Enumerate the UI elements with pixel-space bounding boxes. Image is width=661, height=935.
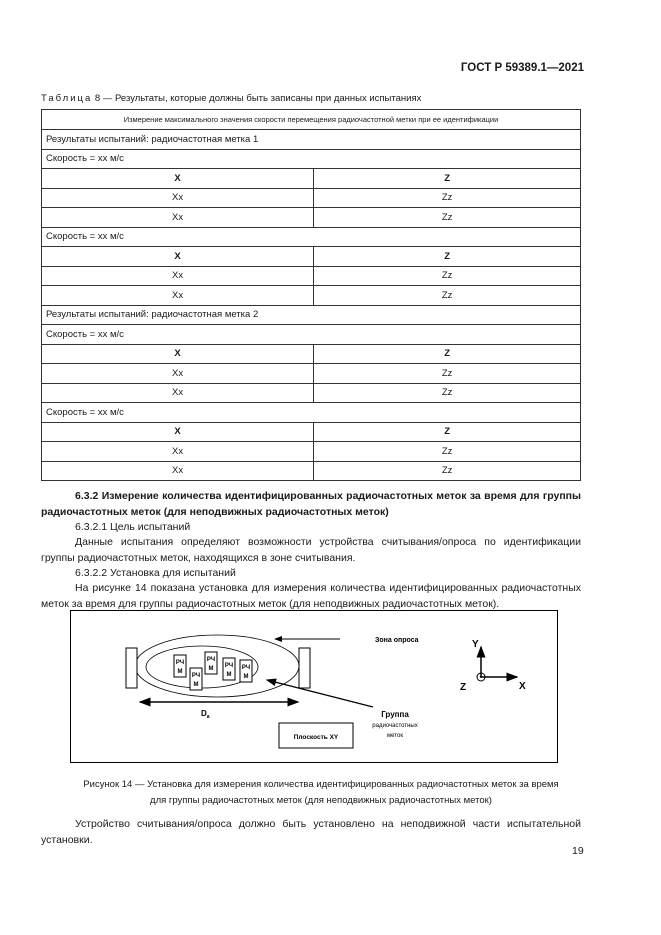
- cell-z: Zz: [314, 461, 581, 481]
- speed-row: Скорость = хх м/с: [42, 325, 581, 345]
- speed-row: Скорость = хх м/с: [42, 403, 581, 423]
- cell-z: Zz: [314, 266, 581, 286]
- tag-label: РЧ: [191, 673, 201, 679]
- tag-label: РЧ: [224, 663, 234, 669]
- axis-y-label: Y: [472, 639, 479, 650]
- cell-z: Zz: [314, 383, 581, 403]
- paragraph: Устройство считывания/опроса должно быть установлено на неподвижной части испытательной установки.: [41, 818, 581, 846]
- column-header-x: X: [42, 247, 314, 267]
- column-header-x: X: [42, 344, 314, 364]
- caption-line: для группы радиочастотных меток (для неподвижных радиочастотных меток): [150, 795, 492, 806]
- table-row: [42, 325, 581, 345]
- cell-x: Xx: [42, 286, 314, 306]
- antenna-left: [126, 648, 137, 688]
- cell-x: Xx: [42, 266, 314, 286]
- tag-label: РЧ: [175, 660, 185, 666]
- tag-label: РЧ: [206, 657, 216, 663]
- group-label-2: радиочастотных: [372, 723, 418, 729]
- tag-label: М: [208, 666, 214, 672]
- plane-label: Плоскость XY: [293, 734, 339, 741]
- group-label: Группа: [381, 710, 409, 719]
- rfid-tag: [240, 660, 252, 682]
- cell-z: Zz: [314, 442, 581, 462]
- column-header-x: X: [42, 169, 314, 189]
- table-row: [42, 247, 581, 267]
- table-row: [42, 305, 581, 325]
- cell-z: Zz: [314, 188, 581, 208]
- document-header: ГОСТ Р 59389.1—2021: [460, 62, 584, 74]
- tag-label: РЧ: [241, 665, 251, 671]
- result-header: Результаты испытаний: радиочастотная метка 1: [42, 130, 581, 150]
- cell-x: Xx: [42, 208, 314, 228]
- cell-x: Xx: [42, 383, 314, 403]
- rfid-tag: [190, 668, 202, 690]
- axis-x-label: X: [519, 681, 526, 692]
- cell-z: Zz: [314, 286, 581, 306]
- results-table: [41, 109, 581, 481]
- paragraph: Данные испытания определяют возможности устройства считывания/опроса по идентификации группы радиочастотных меток, находящихся в зоне считывания.: [41, 536, 581, 564]
- table-caption: [41, 93, 421, 104]
- table-row: [42, 403, 581, 423]
- tag-label: М: [177, 669, 183, 675]
- table-row: [42, 422, 581, 442]
- table-row: [42, 266, 581, 286]
- table-row: [42, 208, 581, 228]
- table-row: [42, 286, 581, 306]
- table-row: [42, 364, 581, 384]
- cell-x: Xx: [42, 188, 314, 208]
- rfid-tag: [174, 655, 186, 677]
- table-row: [42, 344, 581, 364]
- cell-x: Xx: [42, 461, 314, 481]
- tag-label: М: [193, 682, 199, 688]
- cell-x: Xx: [42, 364, 314, 384]
- table-row: [42, 227, 581, 247]
- subsection-heading: 6.3.2.2 Установка для испытаний: [75, 567, 236, 579]
- table-title: Измерение максимального значения скорости перемещения радиочастотной метки при ее идентификации: [42, 110, 581, 130]
- group-label-3: меток: [387, 733, 403, 739]
- table-row: [42, 130, 581, 150]
- paragraph: На рисунке 14 показана установка для измерения количества идентифицированных радиочастотных меток за время для группы радиочастотных меток (для неподвижных радиочастотных меток).: [41, 582, 581, 610]
- column-header-x: X: [42, 422, 314, 442]
- caption-line: Рисунок 14 — Установка для измерения количества идентифицированных радиочастотных меток за время: [83, 779, 559, 790]
- table-row: [42, 442, 581, 462]
- cell-x: Xx: [42, 442, 314, 462]
- table-row: [42, 383, 581, 403]
- distance-label: $D_a$: [201, 709, 210, 720]
- tag-label: М: [243, 674, 249, 680]
- speed-row: Скорость = хх м/с: [42, 149, 581, 169]
- figure-caption: [41, 777, 601, 809]
- table-row: [42, 110, 581, 130]
- column-header-z: Z: [314, 169, 581, 189]
- subsection-heading: 6.3.2.1 Цель испытаний: [75, 521, 191, 533]
- column-header-z: Z: [314, 247, 581, 267]
- cell-z: Zz: [314, 364, 581, 384]
- rfid-tag: [205, 652, 217, 674]
- cell-z: Zz: [314, 208, 581, 228]
- axis-z-label: Z: [460, 682, 467, 693]
- table-label: Таблица: [41, 93, 93, 104]
- result-header: Результаты испытаний: радиочастотная метка 2: [42, 305, 581, 325]
- zone-label: Зона опроса: [375, 637, 419, 644]
- table-caption-text: 8 — Результаты, которые должны быть записаны при данных испытаниях: [92, 93, 422, 104]
- section-heading: 6.3.2 Измерение количества идентифицированных радиочастотных меток за время для группы радиочастотных меток (для неподвижных радиочастотных меток): [41, 490, 581, 518]
- tag-label: М: [226, 672, 232, 678]
- column-header-z: Z: [314, 422, 581, 442]
- page-number: 19: [572, 845, 584, 857]
- speed-row: Скорость = хх м/с: [42, 227, 581, 247]
- antenna-right: [299, 648, 310, 688]
- table-row: [42, 169, 581, 189]
- table-row: [42, 188, 581, 208]
- figure-14: [70, 610, 560, 765]
- rfid-tag: [223, 658, 235, 680]
- table-row: [42, 461, 581, 481]
- table-row: [42, 149, 581, 169]
- column-header-z: Z: [314, 344, 581, 364]
